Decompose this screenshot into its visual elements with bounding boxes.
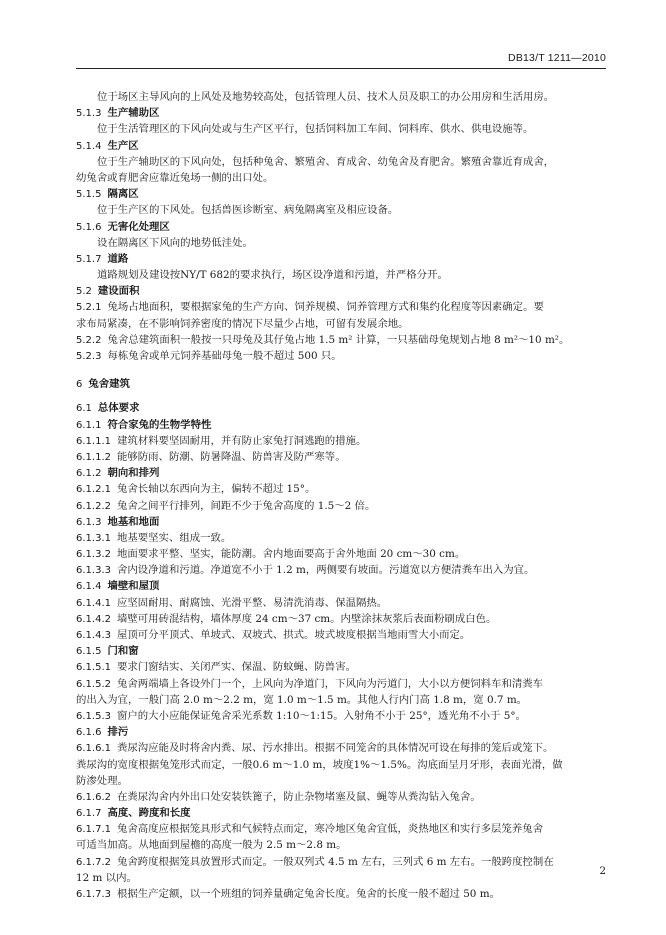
clause-number: 6 (76, 379, 83, 391)
clause-text: 应坚固耐用、耐腐蚀、光滑平整、易清洗消毒、保温隔热。 (117, 596, 388, 609)
clause-text: 在粪尿沟舍内外出口处安装铁篦子，防止杂物堵塞及鼠、蝇等从粪沟钻入兔舍。 (117, 790, 481, 803)
clause-number: 5.2.2 (76, 334, 102, 346)
paragraph-text: 幼兔舍或育肥舍应靠近兔场一侧的出口处。 (76, 171, 274, 184)
clause-text: 窗户的大小应能保证兔舍采光系数 1:10～1:15。入射角不小于 25°，透光角不小于 5°。 (117, 709, 526, 722)
clause-number: 6.1.3.2 (76, 549, 111, 561)
section-heading (76, 514, 616, 530)
heading-text: 建设面积 (97, 285, 140, 298)
paragraph-line (76, 202, 616, 218)
clause-continuation (76, 837, 616, 853)
clause-number: 6.1.7.2 (76, 856, 111, 868)
paragraph-line (76, 89, 616, 105)
clause-line (76, 530, 616, 546)
clause-number: 6.1.2.2 (76, 500, 111, 512)
clause-number: 6.1.6.2 (76, 791, 111, 803)
heading-text: 墙壁和屋顶 (107, 580, 160, 593)
clause-number: 6.1.4.2 (76, 613, 111, 625)
clause-number: 6.1.7.3 (76, 889, 111, 900)
paragraph-line (76, 170, 616, 186)
heading-text: 高度、跨度和长度 (107, 807, 191, 820)
clause-text: 兔舍长轴以东西向为主，偏转不超过 15°。 (117, 483, 316, 496)
heading-text: 总体要求 (97, 402, 140, 415)
clause-text: 每栋兔舍或单元饲养基础母兔一般不超过 500 只。 (107, 350, 342, 362)
clause-number: 6.1.2 (76, 468, 102, 480)
heading-text: 符合家兔的生物学特性 (107, 418, 212, 431)
heading-text: 门和窗 (107, 645, 139, 658)
clause-line (76, 449, 616, 465)
section-heading (76, 138, 616, 154)
clause-continuation (76, 773, 616, 789)
clause-line (76, 481, 616, 497)
clause-text: 能够防雨、防潮、防暑降温、防兽害及防严寒等。 (117, 450, 346, 463)
clause-number: 5.1.5 (76, 189, 102, 201)
clause-line (76, 821, 616, 837)
section-heading (76, 724, 616, 740)
paragraph-text: 道路规划及建设按NY/T 682的要求执行，场区设净道和污道，并严格分开。 (97, 269, 448, 282)
heading-text: 地基和地面 (107, 515, 160, 528)
clause-number: 5.1.7 (76, 253, 102, 265)
paragraph-text: 位于场区主导风向的上风处及地势较高处，包括管理人员、技术人员及职工的办公用房和生活用房。 (97, 91, 555, 103)
section-heading (76, 283, 616, 299)
clause-number: 6.1.7 (76, 808, 102, 820)
clause-line (76, 708, 616, 724)
clause-continuation (76, 757, 616, 773)
section-heading (76, 400, 616, 416)
clause-line (76, 740, 616, 756)
section-heading (76, 219, 616, 235)
clause-text: 防渗处理。 (76, 774, 128, 787)
clause-text: 的出入为宜，一般门高 2.0 m～2.2 m，宽 1.0 m～1.5 m。其他人行内门高 1.8 m，宽 0.7 m。 (76, 693, 528, 706)
clause-number: 6.1.6 (76, 727, 102, 739)
clause-line (76, 595, 616, 611)
paragraph-line (76, 267, 616, 283)
heading-text: 生产区 (107, 139, 139, 152)
standard-code: DB13/T 1211—2010 (508, 52, 606, 64)
clause-line (76, 659, 616, 675)
clause-number: 6.1.2.1 (76, 484, 111, 496)
section-heading (76, 417, 616, 433)
clause-number: 5.1.4 (76, 140, 102, 152)
section-heading (76, 465, 616, 481)
clause-number: 6.1.3.1 (76, 532, 111, 544)
clause-number: 6.1.1.1 (76, 435, 111, 447)
clause-line (76, 348, 616, 364)
section-heading (76, 251, 616, 267)
clause-text: 要求门窗结实、关闭严实、保温、防蚊蝇、防兽害。 (117, 661, 356, 674)
paragraph-text: 位于生产辅助区的下风向处，包括种兔舍、繁殖舍、育成舍、幼兔舍及育肥舍。繁殖舍靠近育成舍， (97, 155, 555, 168)
heading-text: 隔离区 (107, 188, 139, 201)
section-heading (76, 805, 616, 821)
clause-text: 屋顶可分平顶式、单坡式、双坡式、拱式。坡式坡度根据当地雨雪大小而定。 (117, 629, 471, 641)
heading-text: 道路 (107, 252, 129, 265)
clause-text: 兔舍总建筑面积一般按一只母兔及其仔兔占地 1.5 m² 计算，一只基础母兔规划占地 8 m²～10 m²。 (107, 333, 570, 346)
paragraph-line (76, 121, 616, 137)
clause-line (76, 854, 616, 870)
clause-text: 兔场占地面积，要根据家兔的生产方向、饲养规模、饲养管理方式和集约化程度等因素确定。要 (107, 301, 544, 314)
clause-text: 可适当加高。从地面到屋檐的高度一般为 2.5 m～2.8 m。 (76, 839, 347, 852)
header-rule (76, 68, 606, 69)
spacer (76, 364, 616, 376)
clause-number: 6.1.1 (76, 419, 102, 431)
clause-text: 粪尿沟应能及时将舍内粪、尿、污水排出。根据不同笼舍的具体情况可设在每排的笼后或笼下。 (117, 742, 554, 755)
clause-number: 5.1.3 (76, 108, 102, 120)
clause-text: 兔舍之间平行排列，间距不少于兔舍高度的 1.5～2 倍。 (117, 499, 376, 512)
section-heading (76, 643, 616, 659)
clause-number: 6.1.3.3 (76, 565, 111, 577)
clause-number: 5.2.1 (76, 302, 102, 314)
clause-line (76, 676, 616, 692)
clause-line (76, 332, 616, 348)
clause-continuation (76, 870, 616, 886)
clause-text: 粪尿沟的宽度根据兔笼形式而定，一般0.6 m～1.0 m，坡度1%～1.5%。沟底面呈月牙形，表面光滑，做 (76, 758, 563, 771)
heading-text: 朝向和排列 (107, 467, 160, 480)
clause-text: 兔舍跨度根据笼具放置形式而定。一般双列式 4.5 m 左右，三列式 6 m 左右。一般跨度控制在 (117, 855, 554, 868)
clause-text: 地基要坚实、组成一致。 (117, 531, 232, 544)
clause-line (76, 611, 616, 627)
paragraph-line (76, 154, 616, 170)
paragraph-text: 设在隔离区下风向的地势低洼处。 (97, 236, 253, 249)
clause-number: 5.1.6 (76, 221, 102, 233)
section-heading (76, 578, 616, 594)
clause-number: 6.1.6.1 (76, 743, 111, 755)
clause-number: 6.1.5.1 (76, 662, 111, 674)
clause-line (76, 886, 616, 902)
spacer (76, 392, 616, 400)
clause-number: 6.1.5.2 (76, 678, 111, 690)
paragraph-text: 位于生产区的下风处。包括兽医诊断室、病兔隔离室及相应设备。 (97, 204, 399, 217)
clause-line (76, 789, 616, 805)
clause-number: 5.2 (76, 286, 92, 298)
clause-line (76, 433, 616, 449)
heading-text: 生产辅助区 (107, 107, 160, 120)
clause-line (76, 562, 616, 578)
page-number: 2 (599, 865, 606, 877)
clause-text: 墙壁可用砖混结构，墙体厚度 24 cm～37 cm。内壁涂抹灰浆后表面粉刷成白色。 (117, 612, 497, 625)
section-heading (76, 105, 616, 121)
clause-number: 6.1.1.2 (76, 451, 111, 463)
heading-text: 无害化处理区 (107, 220, 170, 233)
clause-number: 6.1.4.1 (76, 597, 111, 609)
document-body (76, 89, 616, 902)
clause-number: 6.1.3 (76, 516, 102, 528)
section-heading (76, 186, 616, 202)
paragraph-text: 位于生活管理区的下风向处或与生产区平行，包括饲料加工车间、饲料库、供水、供电设施等。 (97, 123, 534, 136)
clause-number: 6.1.7.1 (76, 824, 111, 836)
clause-text: 求布局紧凑，在不影响饲养密度的情况下尽量少占地，可留有发展余地。 (76, 317, 409, 330)
paragraph-line (76, 235, 616, 251)
clause-continuation (76, 316, 616, 332)
clause-text: 建筑材料要坚固耐用，并有防止家兔打洞逃跑的措施。 (117, 434, 367, 447)
clause-text: 地面要求平整、坚实，能防潮。舍内地面要高于舍外地面 20 cm～30 cm。 (117, 548, 466, 561)
clause-continuation (76, 692, 616, 708)
section-heading (76, 376, 616, 392)
clause-number: 6.1.4 (76, 581, 102, 593)
clause-text: 兔舍两端墙上各设外门一个，上风向为净道门，下风向为污道门，大小以方便饲料车和清粪车 (117, 677, 544, 690)
clause-text: 舍内设净道和污道。净道宽不小于 1.2 m，两侧要有坡面。污道宽以方便清粪车出入为宜。 (117, 564, 535, 577)
heading-text: 兔舍建筑 (88, 378, 130, 391)
clause-number: 6.1 (76, 403, 92, 415)
clause-number: 5.2.3 (76, 351, 102, 362)
clause-text: 根据生产定额，以一个班组的饲养量确定兔舍长度。兔舍的长度一般不超过 50 m。 (117, 888, 500, 900)
clause-number: 6.1.4.3 (76, 630, 111, 641)
clause-line (76, 299, 616, 315)
clause-text: 兔舍高度应根据笼具形式和气候特点而定，寒冷地区兔舍宜低，炎热地区和实行多层笼养兔舍 (117, 823, 544, 836)
heading-text: 排污 (107, 726, 129, 739)
clause-line (76, 627, 616, 643)
clause-line (76, 546, 616, 562)
clause-text: 12 m 以内。 (76, 871, 137, 884)
clause-line (76, 498, 616, 514)
clause-number: 6.1.5 (76, 646, 102, 658)
clause-number: 6.1.5.3 (76, 710, 111, 722)
